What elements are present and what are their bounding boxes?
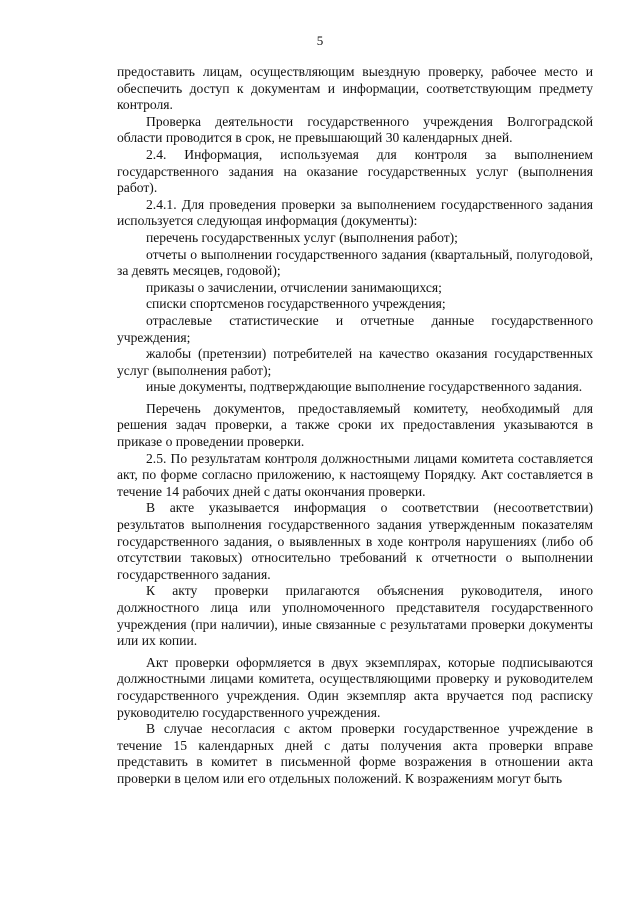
- paragraph: перечень государственных услуг (выполнения работ);: [146, 229, 458, 245]
- paragraph: 2.4. Информация, используемая для контроля за выполнением государственного задания на оказание государственных услуг (выполнения работ).: [117, 146, 593, 196]
- paragraph: отчеты о выполнении государственного задания (квартальный, полугодовой, за девять месяцев, годовой);: [117, 246, 593, 279]
- paragraph: 2.4.1. Для проведения проверки за выполнением государственного задания используется следующая информация (документы):: [117, 196, 593, 229]
- paragraph: Проверка деятельности государственного учреждения Волгоградской области проводится в срок, не превышающий 30 календарных дней.: [117, 113, 593, 146]
- paragraph: отраслевые статистические и отчетные данные государственного учреждения;: [117, 312, 593, 345]
- paragraph: жалобы (претензии) потребителей на качество оказания государственных услуг (выполнения работ);: [117, 346, 593, 378]
- paragraph: Акт проверки оформляется в двух экземплярах, которые подписываются должностными лицами комитета, осуществляющими проверку и руководителем государственного учреждения. Один экземпляр акта вручается под расписку руководителю государственного учреждения.: [117, 654, 593, 720]
- document-body: [117, 64, 593, 788]
- paragraph: приказы о зачислении, отчислении занимающихся;: [146, 279, 442, 295]
- paragraph: списки спортсменов государственного учреждения;: [146, 296, 446, 312]
- paragraph: В акте указывается информация о соответствии (несоответствии) результатов выполнения государственного задания утвержденным показателям государственного задания, о выявленных в ходе контроля нарушениях (либо об отсутствии таковых) относительно требований к отчетности о выполнении государственного задания.: [117, 500, 593, 582]
- page-number: 5: [316, 33, 324, 48]
- paragraph: К акту проверки прилагаются объяснения руководителя, иного должностного лица или уполномоченного представителя государственного учреждения (при наличии), иные связанные с результатами проверки документы или их копии.: [117, 583, 593, 649]
- paragraph: В случае несогласия с актом проверки государственное учреждение в течение 15 календарных дней с даты получения акта проверки вправе представить в комитет в письменной форме возражения в отношении акта проверки в целом или его отдельных положений. К возражениям могут быть: [117, 721, 593, 786]
- paragraph: иные документы, подтверждающие выполнение государственного задания.: [146, 379, 583, 395]
- paragraph: предоставить лицам, осуществляющим выездную проверку, рабочее место и обеспечить доступ к документам и информации, соответствующим предмету контроля.: [117, 64, 593, 113]
- paragraph: 2.5. По результатам контроля должностными лицами комитета составляется акт, по форме согласно приложению, к настоящему Порядку. Акт составляется в течение 14 рабочих дней с даты окончания проверки.: [117, 450, 593, 499]
- paragraph: Перечень документов, предоставляемый комитету, необходимый для решения задач проверки, а также сроки их предоставления указываются в приказе о проведении проверки.: [117, 400, 593, 450]
